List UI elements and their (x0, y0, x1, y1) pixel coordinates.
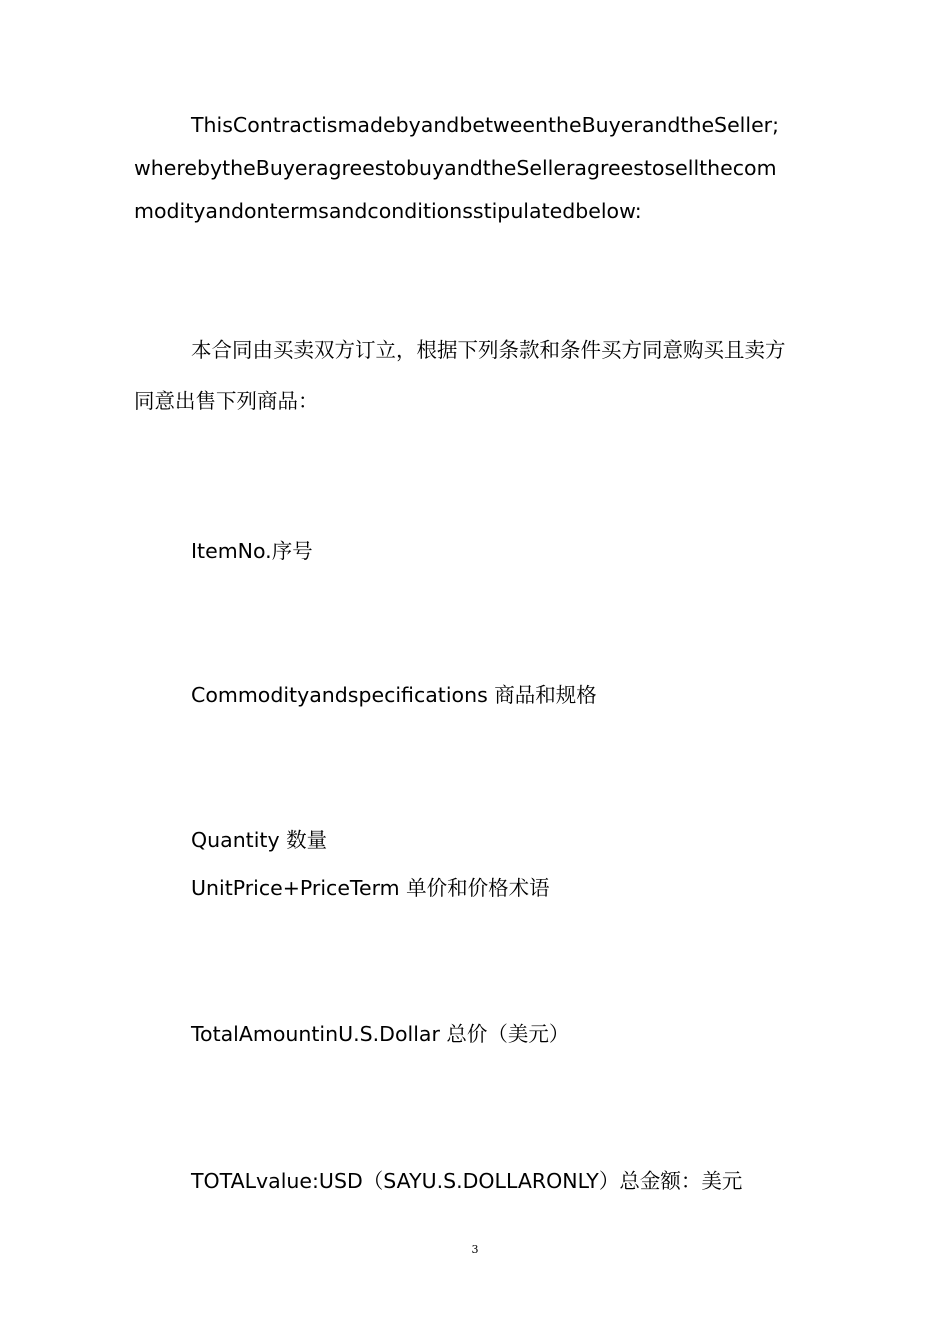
field-unit-price: UnitPrice+PriceTerm 单价和价格术语 (191, 876, 550, 900)
page-number: 3 (471, 1243, 479, 1256)
english-intro-line-1: ThisContractismadebyandbetweentheBuyerandtheSeller; (191, 113, 780, 137)
field-total-value: TOTALvalue:USD（SAYU.S.DOLLARONLY）总金额：美元 (191, 1169, 743, 1193)
english-intro-line-2: wherebytheBuyeragreestobuyandtheSelleragreestosellthecom (134, 156, 777, 180)
english-intro-line-3: modityandontermsandconditionsstipulatedbelow: (134, 199, 642, 223)
field-total-amount: TotalAmountinU.S.Dollar 总价（美元） (191, 1022, 570, 1046)
chinese-intro-line-1: 本合同由买卖双方订立，根据下列条款和条件买方同意购买且卖方 (191, 338, 786, 362)
field-item-no: ItemNo.序号 (191, 539, 313, 563)
chinese-intro-line-2: 同意出售下列商品： (134, 389, 319, 413)
field-quantity: Quantity 数量 (191, 828, 328, 852)
field-commodity: Commodityandspecifications 商品和规格 (191, 683, 597, 707)
